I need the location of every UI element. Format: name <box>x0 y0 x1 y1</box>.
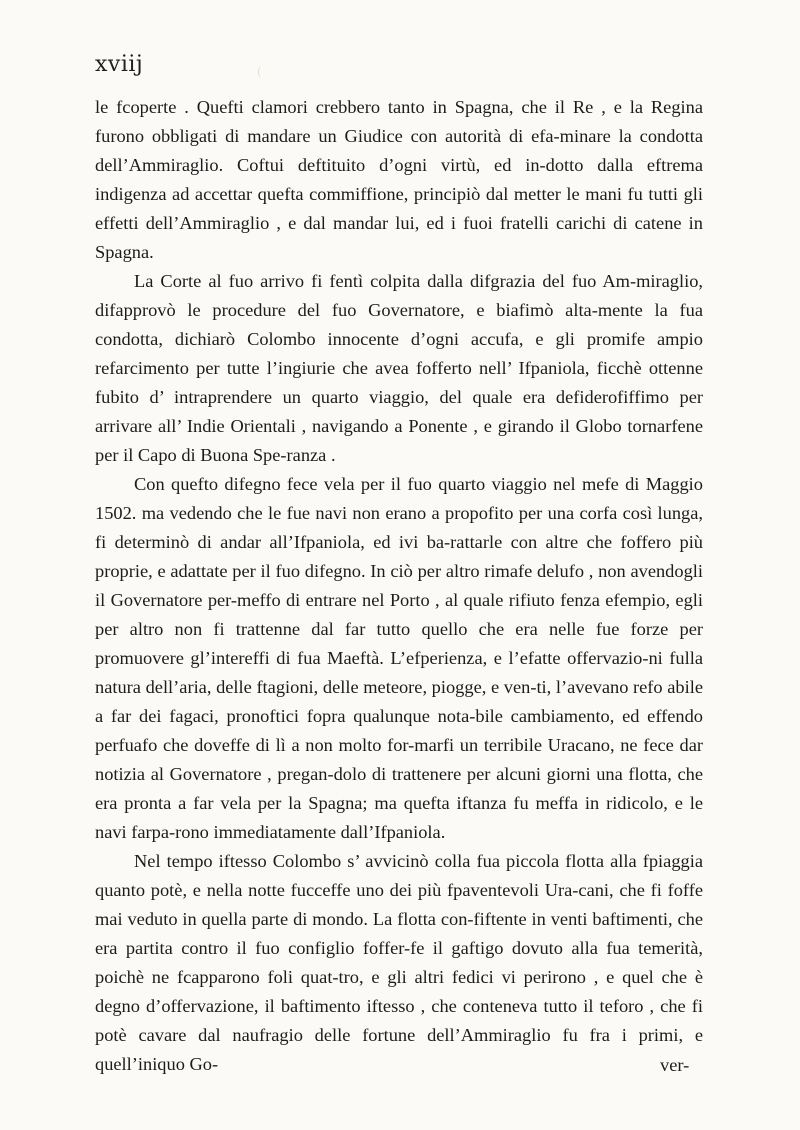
catchword: ver- <box>660 1055 690 1075</box>
paragraph: Con quefto difegno fece vela per il fuo quarto viaggio nel mefe di Maggio 1502. ma vedendo che le fue navi non erano a propofito per una corfa così lunga, fi determinò di andar all’Ifpaniola, ed ivi ba-rattarle con altre che foffero più proprie, e adattate per il fuo difegno. In ciò per altro rimafe delufo , non avendogli il Governatore per-meffo di entrare nel Porto , al quale rifiuto fenza efempio, egli per altro non fi trattenne dal far tutto quello che era nelle fue forze per promuovere gl’intereffi di fua Maeftà. L’efperienza, e l’efatte offervazio-ni fulla natura dell’aria, delle ftagioni, delle meteore, piogge, e ven-ti, l’avevano refo abile a far dei fagaci, pronoftici fopra qualunque nota-bile cambiamento, ed effendo perfuafo che doveffe di lì a non molto for-marfi un terribile Uracano, ne fece dar notizia al Governatore , pregan-dolo di trattenere per alcuni giorni una flotta, che era pronta a far vela per la Spagna; ma quefta iftanza fu meffa in ridicolo, e le navi farpa-rono immediatamente dall’Ifpaniola. <box>95 474 703 842</box>
paragraph: le fcoperte . Quefti clamori crebbero tanto in Spagna, che il Re , e la Regina furono obbligati di mandare un Giudice con autorità di efa-minare la condotta dell’Ammiraglio. Coftui deftituito d’ogni virtù, ed in-dotto dalla eftrema indigenza ad accettar quefta commiffione, principiò dal metter le mani fu tutti gli effetti dell’Ammiraglio , e dal mandar lui, ed i fuoi fratelli carichi di catene in Spagna. <box>95 97 703 262</box>
paragraph: Nel tempo iftesso Colombo s’ avvicinò colla fua piccola flotta alla fpiaggia quanto potè, e nella notte fucceffe uno dei più fpaventevoli Ura-cani, che fi foffe mai veduto in quella parte di mondo. La flotta con-fiftente in venti baftimenti, che era partita contro il fuo configlio foffer-fe il gaftigo dovuto alla fua temerità, poichè ne fcapparono foli quat-tro, e gli altri fedici vi perirono , e quel che è degno d’offervazione, il baftimento iftesso , che conteneva tutto il teforo , che fi potè cavare dal naufragio delle fortune dell’Ammiraglio fu fra i primi, e quell’iniquo Go- <box>95 851 703 1074</box>
body-text <box>95 93 703 1079</box>
page-number: xviij <box>95 52 144 77</box>
paper-mark <box>258 66 265 78</box>
paragraph: La Corte al fuo arrivo fi fentì colpita dalla difgrazia del fuo Am-miraglio, difapprovò le procedure del fuo Governatore, e biafimò alta-mente la fua condotta, dichiarò Colombo innocente d’ogni accufa, e gli promife ampio refarcimento per tutte l’ingiurie che avea fofferto nell’ Ifpaniola, ficchè ottenne fubito d’ intraprendere un quarto viaggio, del quale era defiderofiffimo per arrivare all’ Indie Orientali , navigando a Ponente , e girando il Globo tornarfene per il Capo di Buona Spe-ranza . <box>95 271 703 465</box>
